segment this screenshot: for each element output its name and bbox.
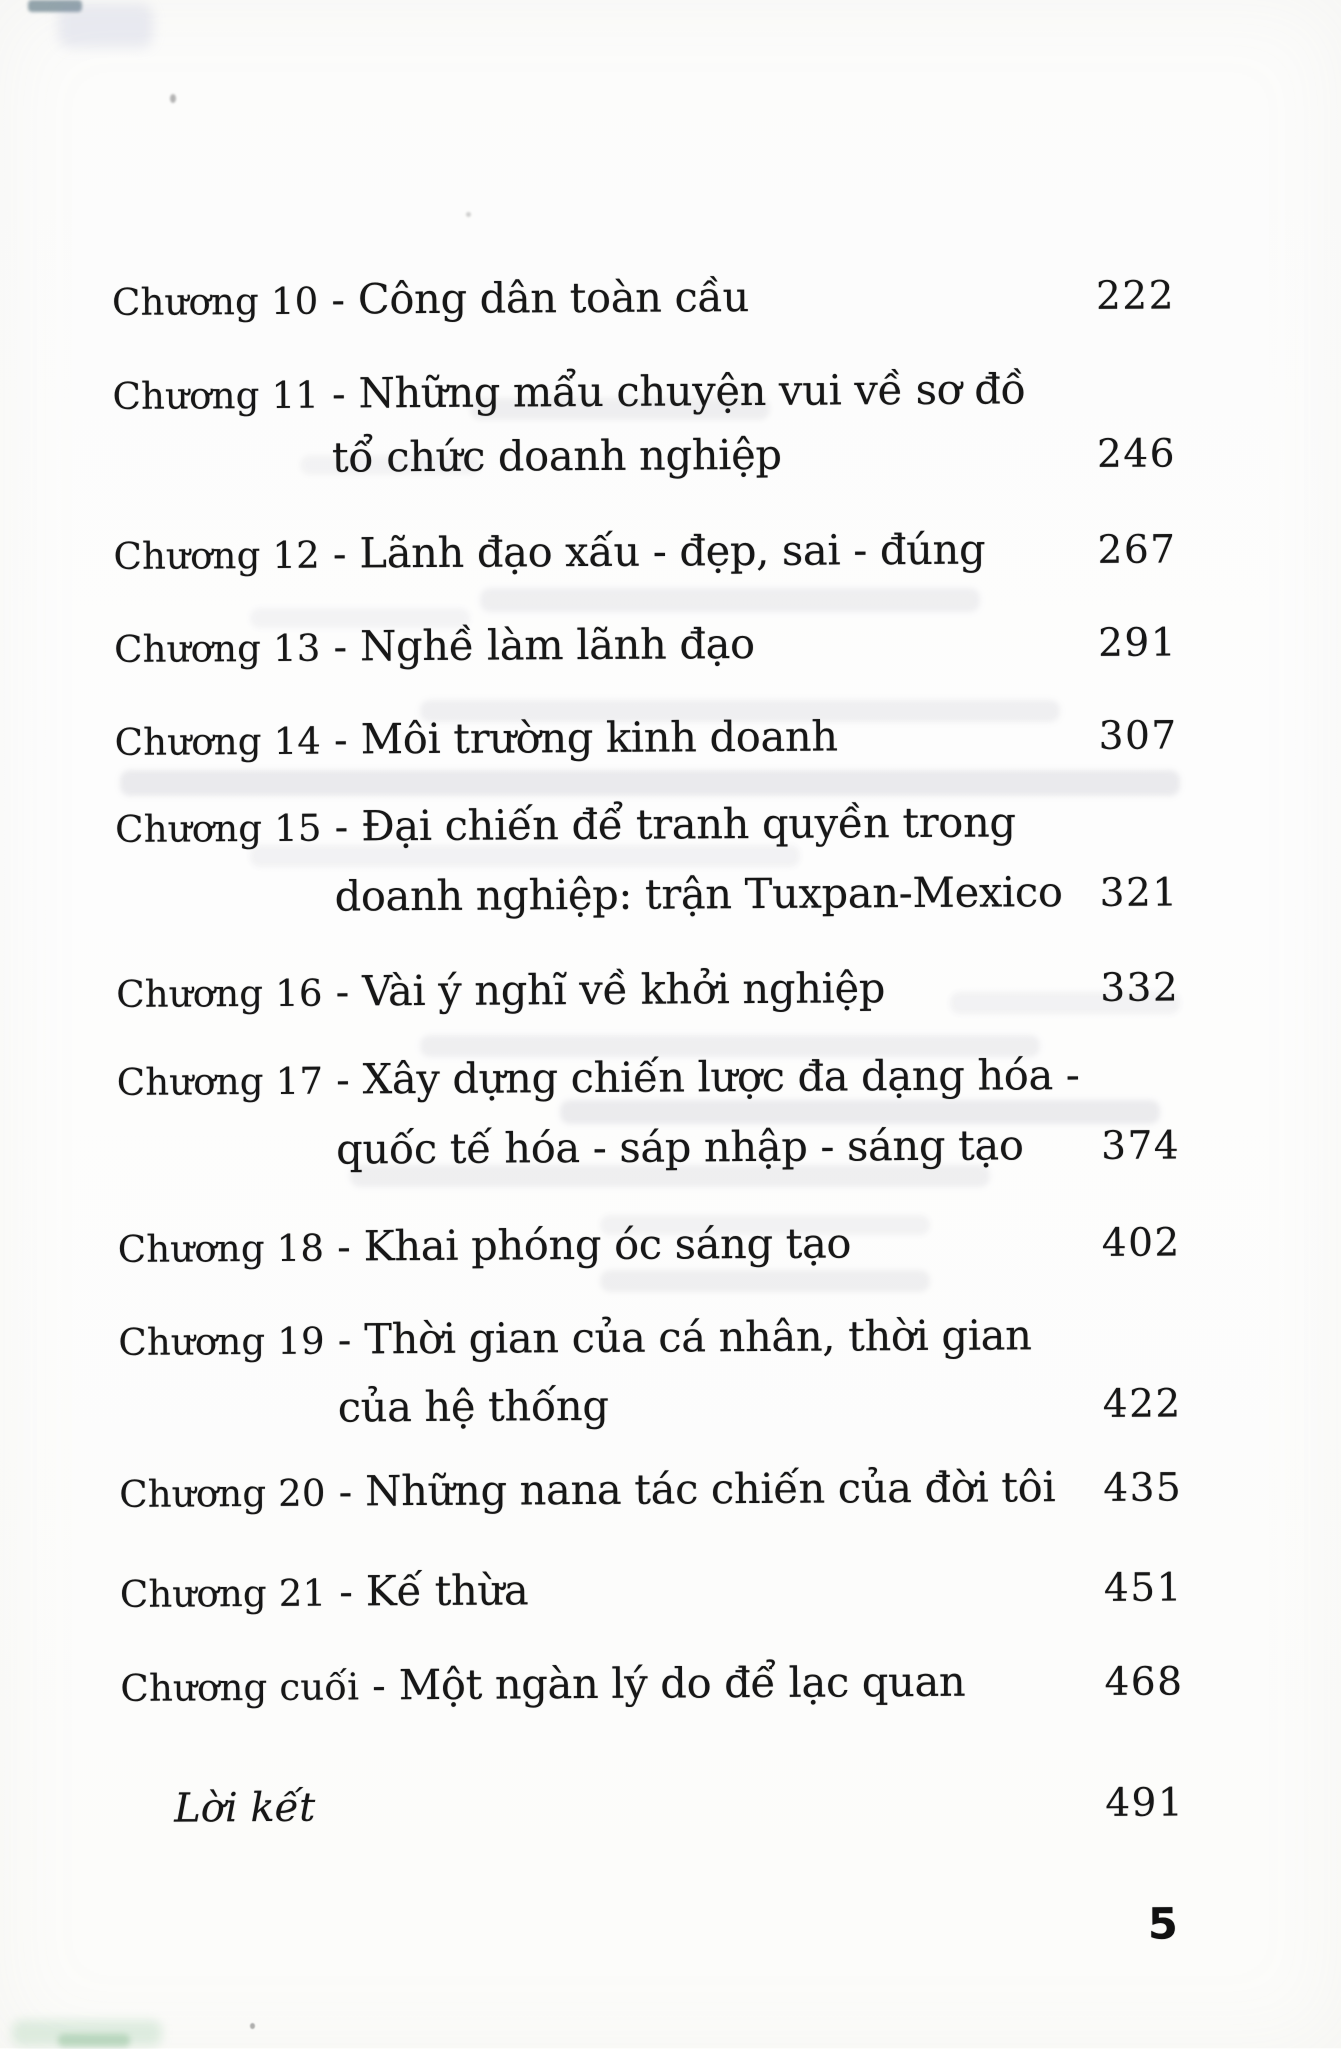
chapter-title: Những mẩu chuyện vui về sơ đồ — [358, 364, 1026, 418]
chapter-label: Chương 13 — [114, 626, 321, 671]
toc-entry-line — [113, 521, 1176, 582]
page-number: 246 — [1096, 431, 1177, 477]
chapter-label: Chương 16 — [116, 971, 323, 1016]
toc-entry-line — [115, 707, 1178, 768]
chapter-title: Nghề làm lãnh đạo — [359, 619, 755, 671]
chapter-title-continued: quốc tế hóa - sáp nhập - sáng tạo — [336, 1120, 1024, 1174]
chapter-title-continued: tổ chức doanh nghiệp — [331, 429, 782, 482]
chapter-title: Thời gian của cá nhân, thời gian — [364, 1310, 1032, 1364]
chapter-label: Chương 18 — [117, 1226, 325, 1271]
chapter-title: Một ngàn lý do để lạc quan — [398, 1656, 966, 1710]
chapter-label: Chương 14 — [114, 719, 322, 764]
chapter-label: Chương 17 — [116, 1059, 324, 1104]
chapter-title: Khai phóng óc sáng tạo — [363, 1218, 852, 1271]
chapter-title-continued: của hệ thống — [337, 1380, 609, 1432]
toc-entry-continuation — [338, 1375, 1182, 1435]
separator-dash: - — [372, 1663, 386, 1710]
toc-entry-line — [119, 1459, 1182, 1520]
toc-entry-line — [115, 794, 1178, 854]
chapter-title: Kế thừa — [365, 1565, 529, 1616]
page-number: 422 — [1102, 1381, 1182, 1427]
toc-entry-line — [114, 614, 1177, 675]
page-number: 468 — [1104, 1659, 1184, 1705]
toc-entry-line — [112, 361, 1175, 421]
chapter-label: Chương 20 — [119, 1471, 326, 1516]
chapter-title: Đại chiến để tranh quyền trong — [360, 797, 1016, 851]
page-number: 402 — [1101, 1220, 1181, 1266]
separator-dash: - — [332, 531, 347, 578]
page-number: 332 — [1100, 965, 1180, 1011]
toc-entry-line — [116, 959, 1179, 1020]
separator-dash: - — [336, 1057, 350, 1104]
separator-dash: - — [337, 1317, 352, 1364]
toc-entry-continuation — [336, 1117, 1180, 1177]
chapter-label: Chương 21 — [119, 1571, 327, 1616]
toc-entry-line — [118, 1307, 1181, 1367]
toc-entry-line — [120, 1653, 1183, 1714]
separator-dash: - — [337, 1224, 351, 1271]
chapter-label: Chương 15 — [115, 806, 322, 851]
page-number: 307 — [1098, 713, 1178, 759]
chapter-title: Lãnh đạo xấu - đẹp, sai - đúng — [359, 524, 986, 578]
separator-dash: - — [334, 804, 349, 851]
page-number: 267 — [1097, 527, 1177, 573]
chapter-label: Chương 12 — [113, 533, 321, 578]
chapter-title: Công dân toàn cầu — [357, 272, 750, 324]
separator-dash: - — [333, 717, 348, 764]
toc-entry-continuation — [334, 864, 1178, 924]
page-number: 374 — [1101, 1123, 1181, 1169]
separator-dash: - — [338, 1469, 353, 1516]
toc-entry-line — [120, 1559, 1183, 1620]
chapter-title: Những nana tác chiến của đời tôi — [365, 1462, 1056, 1516]
page-number: 491 — [1105, 1780, 1185, 1826]
toc-entry-line — [174, 1776, 1184, 1835]
page-number: 435 — [1103, 1465, 1183, 1511]
chapter-title: Vài ý nghĩ về khởi nghiệp — [361, 963, 886, 1016]
chapter-label: Chương 10 — [111, 279, 319, 324]
page-number: 451 — [1103, 1565, 1184, 1611]
page-number: 222 — [1095, 273, 1176, 319]
separator-dash: - — [333, 624, 348, 671]
page-number: 321 — [1099, 870, 1179, 916]
chapter-label: Chương cuối — [120, 1665, 360, 1710]
separator-dash: - — [339, 1569, 353, 1616]
toc-entry-continuation — [332, 425, 1176, 485]
epilogue-title: Lời kết — [174, 1784, 316, 1832]
chapter-label: Chương 11 — [112, 373, 320, 418]
chapter-title: Xây dựng chiến lược đa dạng hóa - — [362, 1050, 1080, 1104]
toc-entry-line — [118, 1214, 1181, 1275]
separator-dash: - — [331, 371, 346, 418]
page-number: 291 — [1098, 620, 1178, 666]
chapter-title: Môi trường kinh doanh — [360, 711, 838, 764]
separator-dash: - — [331, 277, 346, 324]
separator-dash: - — [335, 969, 350, 1016]
toc-entry-line — [117, 1047, 1180, 1107]
chapter-title-continued: doanh nghiệp: trận Tuxpan-Mexico — [334, 867, 1063, 921]
toc-entry-line — [112, 267, 1175, 328]
folio-page-number: 5 — [1147, 1899, 1179, 1950]
chapter-label: Chương 19 — [118, 1319, 325, 1364]
